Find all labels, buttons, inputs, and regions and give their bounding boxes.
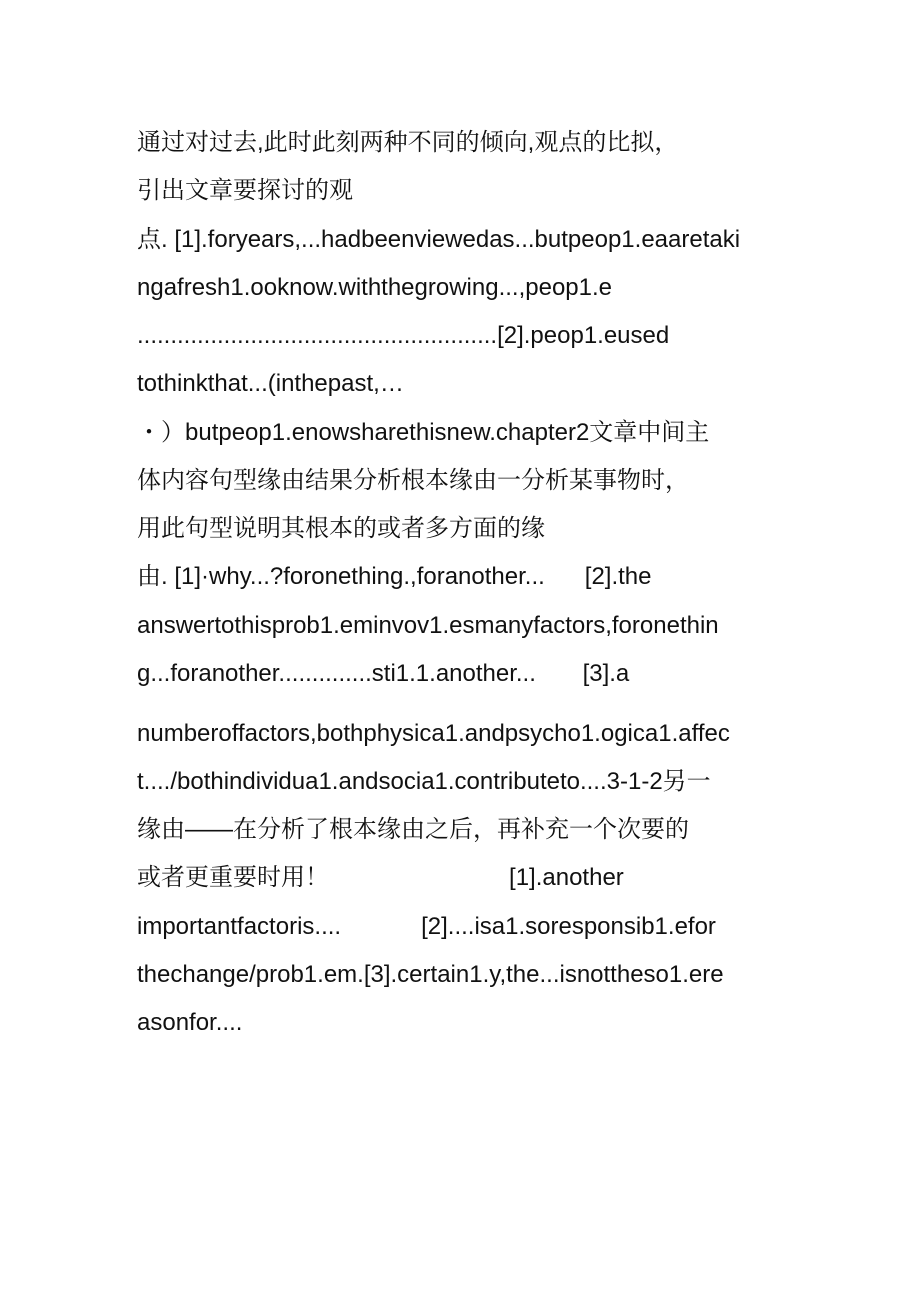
text-line: 缘由——在分析了根本缘由之后，再补充一个次要的 xyxy=(137,816,689,843)
text-line: t..../bothindividua1.andsocia1.contributeto....3-1-2另一 xyxy=(137,768,711,795)
text-line: 体内容句型缘由结果分析根本缘由一分析某事物时， xyxy=(137,467,689,494)
text-line: thechange/prob1.em.[3].certain1.y,the...isnottheso1.ere xyxy=(137,961,724,988)
text-line: 点. [1].foryears,...hadbeenviewedas...butpeop1.eaaretaki xyxy=(137,226,741,253)
text-line: tothinkthat...(inthepast,… xyxy=(137,370,404,397)
text-line: ngafresh1.ooknow.withthegrowing...,peop1.e xyxy=(137,274,612,301)
text-line: importantfactoris.... [2]....isa1.soresponsib1.efor xyxy=(137,913,716,940)
text-line: asonfor.... xyxy=(137,1009,243,1036)
text-line: 引出文章要探讨的观 xyxy=(137,177,353,204)
text-line: numberoffactors,bothphysica1.andpsycho1.ogica1.affec xyxy=(137,720,730,747)
text-line: 由. [1]·why...?foronething.,foranother... [2].the xyxy=(137,563,652,590)
text-line: answertothisprob1.eminvov1.esmanyfactors,foronethin xyxy=(137,612,719,639)
text-line: g...foranother..............sti1.1.another... [3].a xyxy=(137,660,630,687)
text-line: 或者更重要时用！ [1].another xyxy=(137,864,624,891)
text-line: ・）butpeop1.enowsharethisnew.chapter2文章中间主 xyxy=(137,419,710,446)
text-line: 用此句型说明其根本的或者多方面的缘 xyxy=(137,515,545,542)
text-line: ......................................................[2].peop1.eused xyxy=(137,322,670,349)
text-line: 通过对过去,此时此刻两种不同的倾向,观点的比拟， xyxy=(137,129,679,156)
